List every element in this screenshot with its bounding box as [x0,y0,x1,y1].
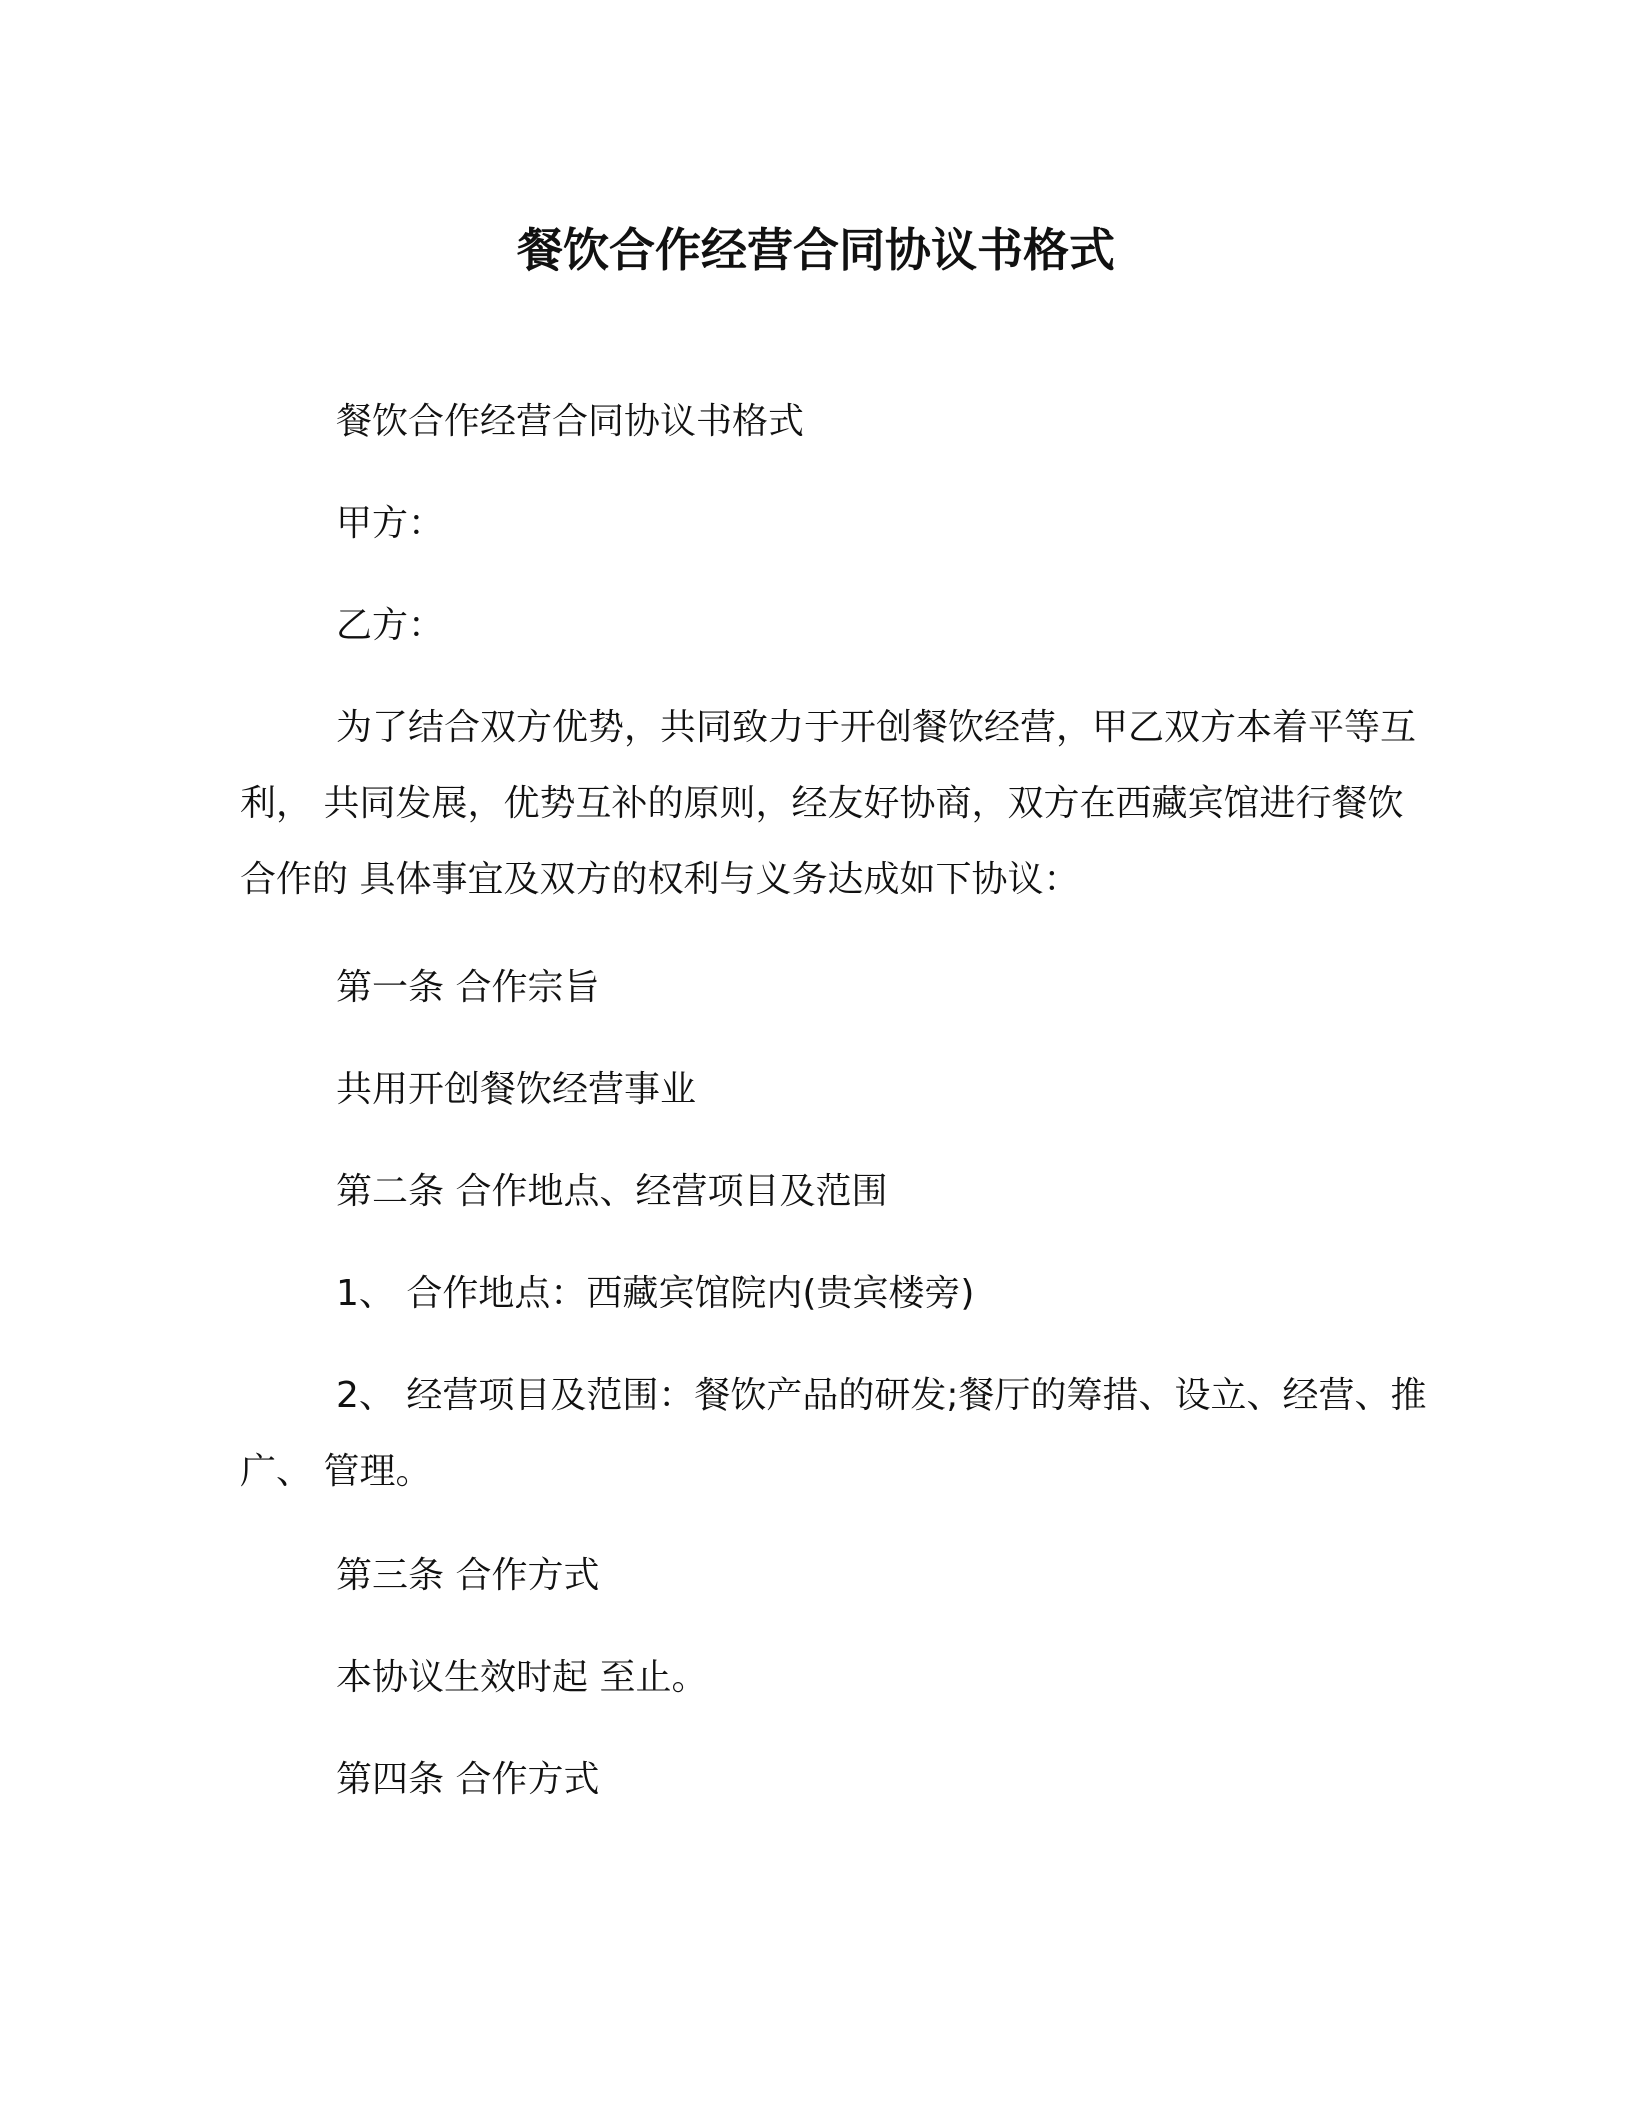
article-2-item-2: 2、 经营项目及范围：餐饮产品的研发;餐厅的筹措、设立、经营、推广、 管理。 [240,1375,1427,1492]
paragraph-heading-repeat: 餐饮合作经营合同协议书格式 [336,401,805,442]
article-3-heading: 第三条 合作方式 [336,1555,600,1596]
document-title: 餐饮合作经营合同协议书格式 [517,223,1115,277]
article-3-content: 本协议生效时起 至止。 [336,1657,708,1698]
article-2-heading: 第二条 合作地点、经营项目及范围 [336,1171,888,1212]
article-1-heading: 第一条 合作宗旨 [336,967,600,1008]
party-b-line: 乙方： [336,605,445,646]
article-4-heading: 第四条 合作方式 [336,1759,600,1800]
article-1-content: 共用开创餐饮经营事业 [336,1069,697,1110]
intro-paragraph: 为了结合双方优势，共同致力于开创餐饮经营，甲乙双方本着平等互利， 共同发展，优势互补的原则，经友好协商，双方在西藏宾馆进行餐饮合作的 具体事宜及双方的权利与义务达成如下协议： [240,707,1417,900]
party-a-line: 甲方： [336,503,445,544]
article-2-item-1: 1、 合作地点：西藏宾馆院内(贵宾楼旁) [336,1273,975,1314]
